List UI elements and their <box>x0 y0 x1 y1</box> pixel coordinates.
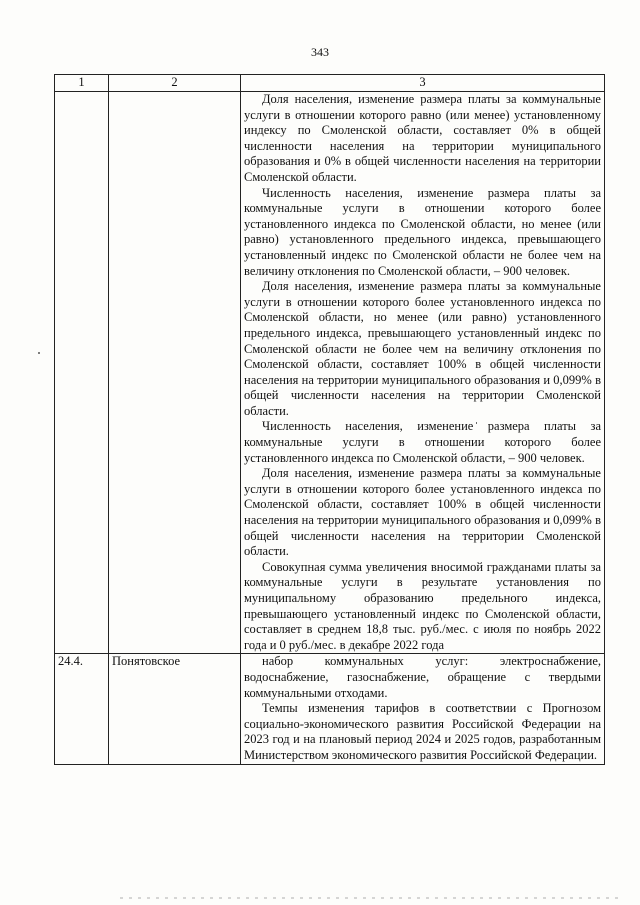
column-header: 2 <box>109 75 241 92</box>
scan-speck <box>38 352 40 354</box>
table-row <box>55 92 605 654</box>
column-header: 3 <box>241 75 605 92</box>
document-table <box>54 74 605 765</box>
scan-edge-noise <box>120 897 620 899</box>
paragraph: Темпы изменения тарифов в соответствии с Прогнозом социально-экономического развития Российской Федерации на 2023 год и на плановый период 2024 и 2025 годов, разработанным Министерством экономического развития Российской Федерации. <box>244 701 601 762</box>
paragraph: Численность населения, изменение размера платы за коммунальные услуги в отношении которого более установленного индекса по Смоленской области, – 900 человек. <box>244 419 601 465</box>
page-number: 343 <box>311 45 329 59</box>
paragraph: Доля населения, изменение размера платы за коммунальные услуги в отношении которого более установленного индекса по Смоленской области, составляет 100% в общей численности населения на территории муниципального образования и 0,099% в общей численности населения на территории Смоленской области. <box>244 466 601 559</box>
paragraph: Совокупная сумма увеличения вносимой гражданами платы за коммунальные услуги в результате установления по муниципальному образованию предельного индекса, превышающего установленный индекс по Смоленской области, составляет в среднем 18,8 тыс. руб./мес. с июля по ноябрь 2022 года и 0 руб./мес. в декабре 2022 года <box>244 559 601 652</box>
column-header: 1 <box>55 75 109 92</box>
description-cell <box>241 654 605 764</box>
municipality-name <box>109 92 241 654</box>
row-number <box>55 92 109 654</box>
paragraph: Доля населения, изменение размера платы за коммунальные услуги в отношении которого равно (или менее) установленному индексу по Смоленской области, составляет 0% в общей численности населения на территории муниципального образования и 0% в общей численности населения на территории Смоленской области. <box>244 92 601 184</box>
paragraph: Доля населения, изменение размера платы за коммунальные услуги в отношении которого более установленного индекса по Смоленской области, но менее (или равно) установленного предельного индекса, превышающего установленный индекс по Смоленской области не более чем на величину отклонения по Смоленской области, составляет 100% в общей численности населения на территории муниципального образования и 0,099% в общей численности населения на территории Смоленской области. <box>244 279 601 418</box>
table-row <box>55 654 605 764</box>
municipality-name: Понятовское <box>109 654 241 764</box>
paragraph: Численность населения, изменение размера платы за коммунальные услуги в отношении которого более установленного индекса по Смоленской области, но менее (или равно) установленного предельного индекса, превышающего установленный индекс по Смоленской области не более чем на величину отклонения по Смоленской области, – 900 человек. <box>244 185 601 278</box>
paragraph: набор коммунальных услуг: электроснабжение, водоснабжение, газоснабжение, обращение с твердыми коммунальными отходами. <box>244 654 601 700</box>
table-header-row <box>55 75 605 92</box>
description-cell <box>241 92 605 654</box>
row-number: 24.4. <box>55 654 109 764</box>
